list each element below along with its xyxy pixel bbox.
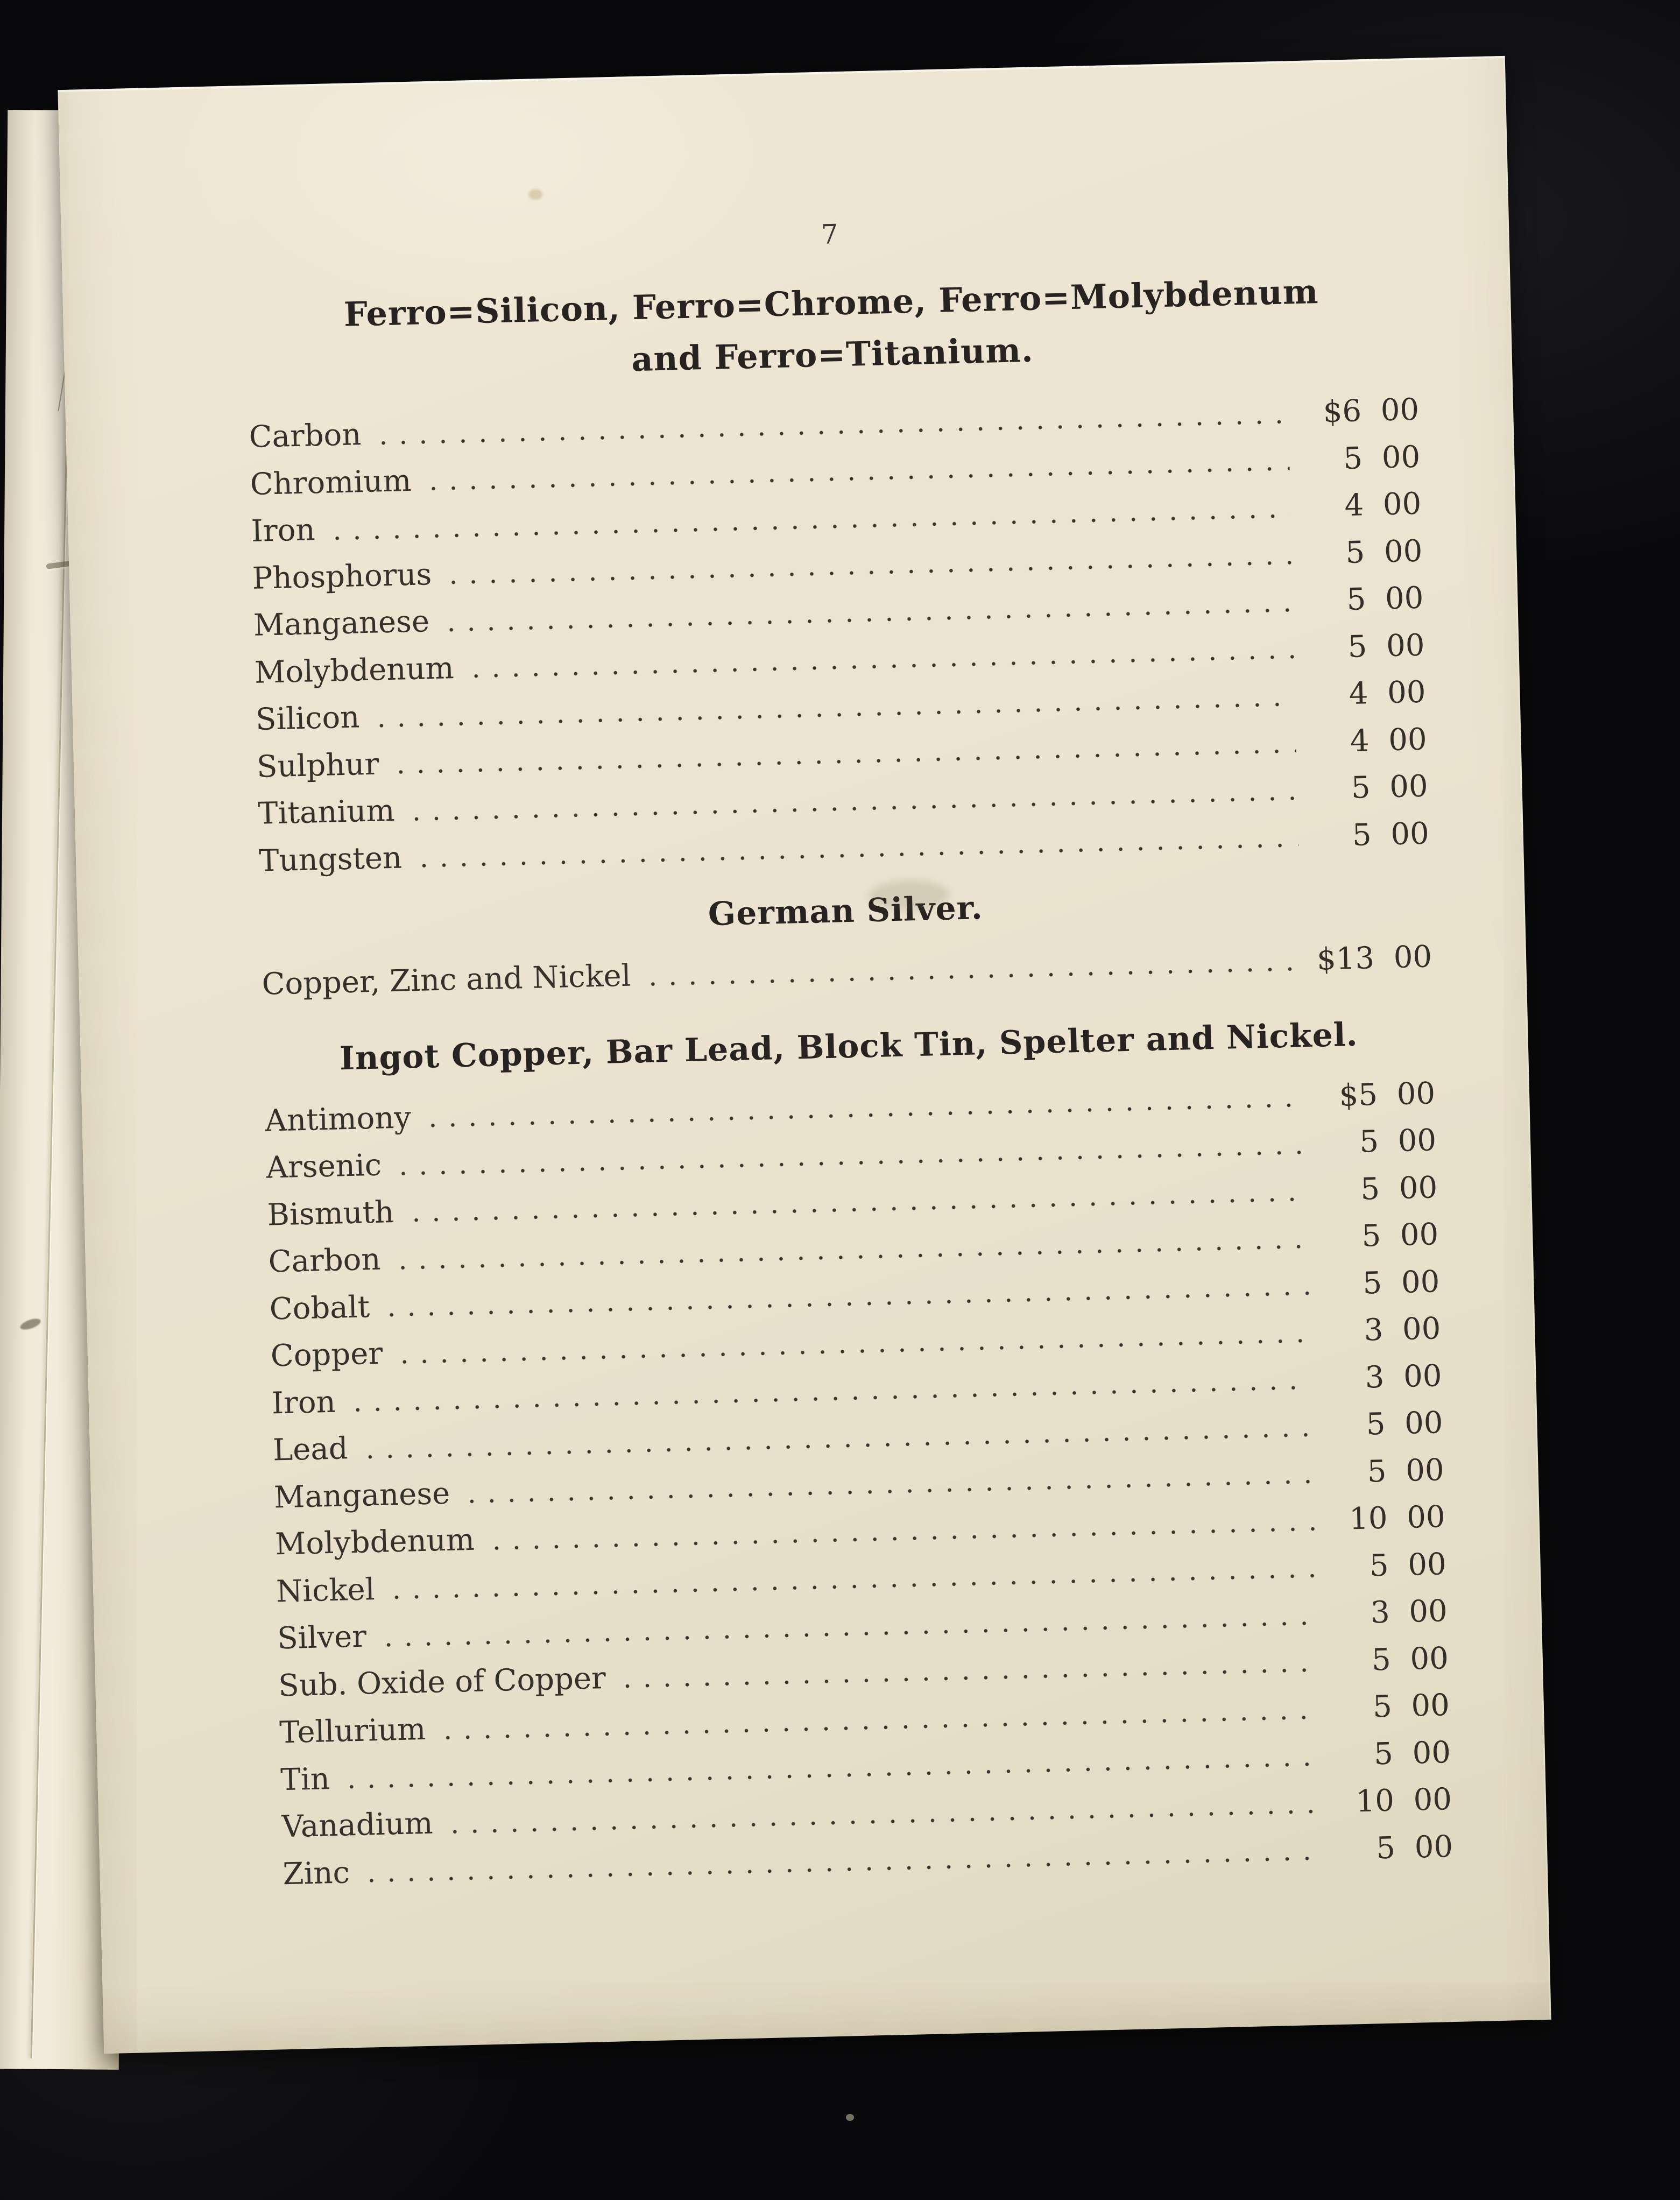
item-name: Vanadium	[281, 1806, 434, 1845]
item-name: Silicon	[255, 700, 361, 737]
ingot-price-list	[265, 1070, 1453, 1898]
item-price: 5 00	[1345, 533, 1423, 570]
section-heading-ingot: Ingot Copper, Bar Lead, Block Tin, Spelter and Nickel.	[339, 1016, 1359, 1077]
item-price: 5 00	[1362, 1264, 1441, 1301]
item-price: 5 00	[1346, 580, 1424, 618]
item-price: 5 00	[1351, 768, 1429, 806]
item-name: Tin	[280, 1761, 330, 1797]
item-name: Arsenic	[265, 1147, 382, 1186]
section-heading-ferro	[245, 264, 1418, 394]
item-name: Nickel	[276, 1571, 376, 1609]
item-price: 5 00	[1367, 1452, 1445, 1490]
item-price: 5 00	[1373, 1734, 1451, 1772]
item-name: Iron	[251, 512, 316, 549]
item-price: 5 00	[1343, 439, 1421, 476]
item-price: 5 00	[1372, 1688, 1450, 1725]
item-name: Tellurium	[279, 1711, 426, 1751]
item-price: 5 00	[1366, 1405, 1444, 1442]
item-name: Manganese	[253, 604, 430, 643]
item-name: Sulphur	[256, 746, 379, 785]
item-name: Lead	[272, 1431, 349, 1468]
item-price: 5 00	[1361, 1217, 1439, 1254]
item-price: 3 00	[1364, 1358, 1443, 1395]
item-price: $13 00	[1316, 939, 1432, 977]
page	[58, 56, 1551, 2054]
item-price: $5 00	[1338, 1075, 1436, 1113]
item-price: 5 00	[1352, 816, 1430, 853]
dust-speck	[846, 2114, 854, 2121]
item-price: 3 00	[1363, 1311, 1442, 1348]
item-price: 4 00	[1344, 486, 1422, 524]
item-name: Zinc	[282, 1855, 350, 1892]
item-name: Bismuth	[266, 1194, 394, 1233]
item-name: Silver	[277, 1619, 367, 1656]
page-content	[58, 56, 1548, 1902]
item-name: Antimony	[264, 1099, 412, 1139]
item-name: Iron	[271, 1384, 336, 1421]
section-heading-german-silver-text: German Silver.	[708, 889, 984, 934]
item-price: 5 00	[1359, 1123, 1437, 1160]
item-name: Carbon	[268, 1242, 382, 1280]
item-price: 10 00	[1355, 1782, 1452, 1820]
item-price: 4 00	[1350, 722, 1428, 759]
item-price: 5 00	[1371, 1640, 1449, 1677]
item-name: Molybdenum	[274, 1522, 475, 1562]
item-name: Manganese	[273, 1476, 450, 1515]
item-name: Titanium	[257, 793, 396, 831]
item-price: 4 00	[1349, 674, 1427, 711]
item-name: Carbon	[248, 417, 362, 455]
item-price: 5 00	[1360, 1169, 1438, 1207]
item-price: 5 00	[1375, 1829, 1453, 1866]
section-heading-ferro-line2: and Ferro=Titanium.	[631, 330, 1034, 379]
item-price: 5 00	[1369, 1546, 1447, 1584]
item-name: Chromium	[249, 463, 412, 502]
dot-leader	[362, 1855, 1323, 1885]
item-price: $6 00	[1323, 392, 1420, 429]
fold-notch	[19, 1316, 42, 1331]
section-heading-ferro-line1: Ferro=Silicon, Ferro=Chrome, Ferro=Molybdenum	[343, 272, 1319, 334]
item-name: Cobalt	[269, 1289, 370, 1327]
item-name: Copper, Zinc and Nickel	[261, 958, 632, 1002]
dot-leader	[643, 965, 1302, 988]
item-price: 10 00	[1349, 1499, 1446, 1537]
page-number: 7	[821, 218, 839, 250]
dot-leader	[618, 1666, 1318, 1690]
item-name: Phosphorus	[252, 556, 432, 596]
item-name: Sub. Oxide of Copper	[278, 1660, 606, 1703]
ferro-price-list	[249, 386, 1430, 885]
item-name: Molybdenum	[254, 650, 455, 690]
dot-leader	[414, 841, 1298, 870]
item-name: Copper	[270, 1336, 383, 1374]
item-name: Tungsten	[258, 840, 403, 879]
binding-stitch	[46, 561, 71, 569]
item-price: 3 00	[1370, 1593, 1448, 1631]
item-price: 5 00	[1347, 627, 1425, 665]
